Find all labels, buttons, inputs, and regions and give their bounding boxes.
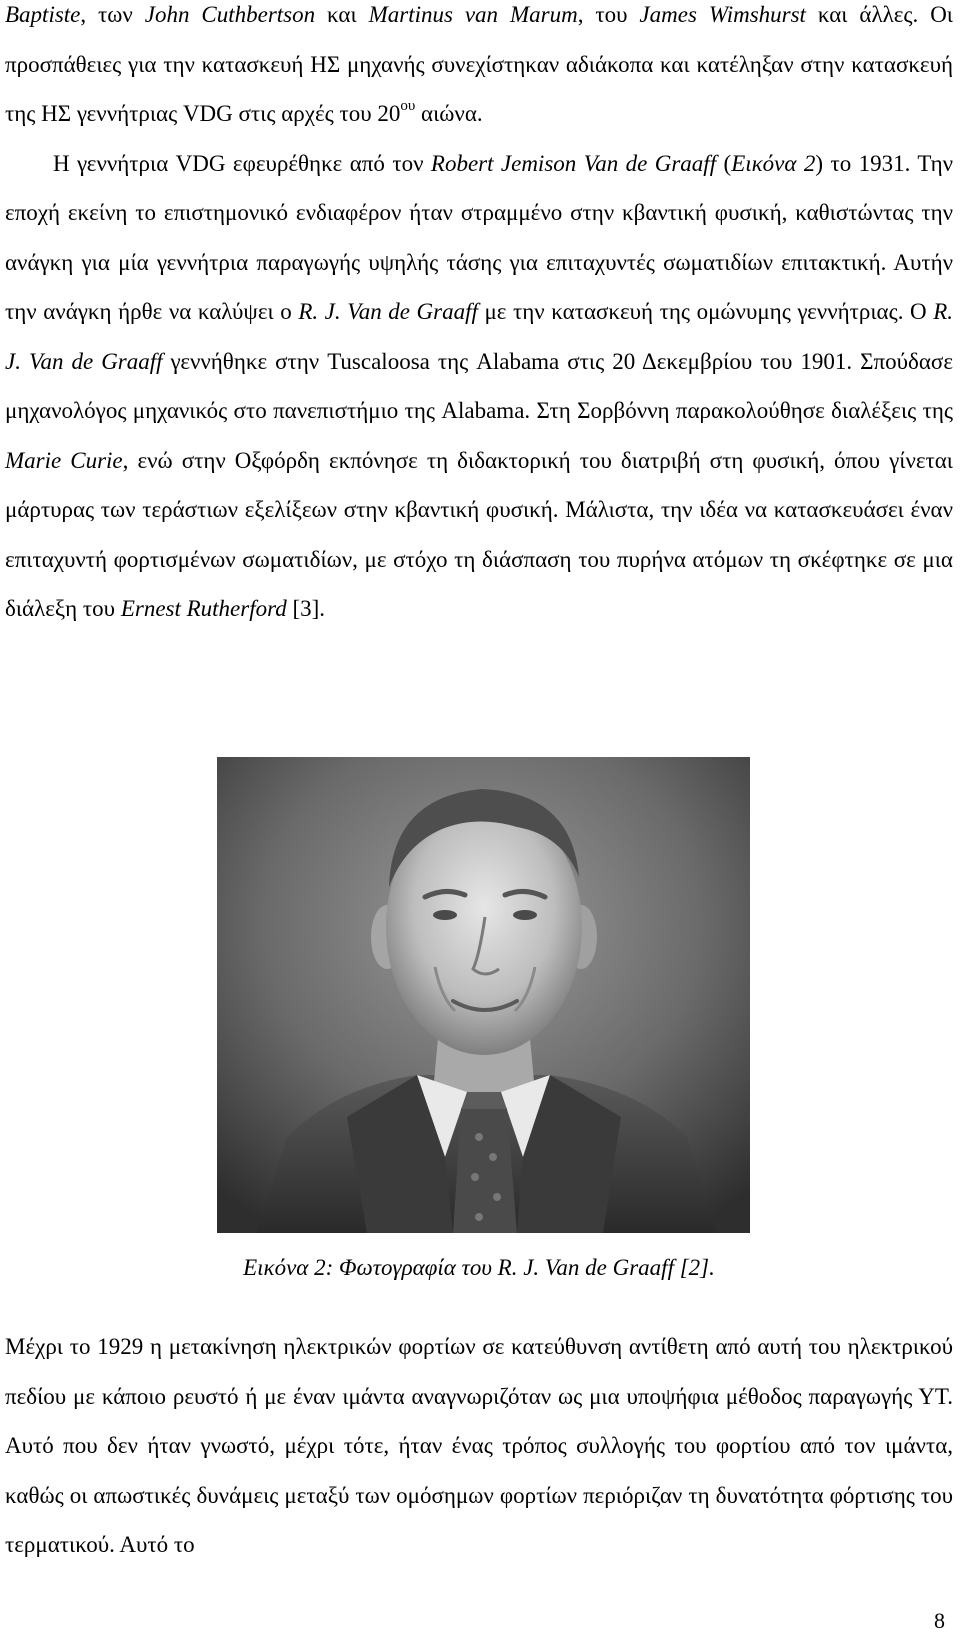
body-text-top (5, 0, 953, 634)
name-robert-jemison-van-de-graaff: Robert Jemison Van de Graaff (430, 150, 717, 176)
paragraph-charge-transport: Μέχρι το 1929 η μετακίνηση ηλεκτρικών φορτίων σε κατεύθυνση αντίθετη από αυτή του ηλεκτρικού πεδίου με κάποιο ρευστό ή με έναν ιμάντα αναγνωριζόταν ως μια υποψήφια μέθοδος παραγωγής ΥΤ. Αυτό που δεν ήταν γνωστό, μέχρι τότε, ήταν ένας τρόπος συλλογής του φορτίου από τον ιμάντα, καθώς οι απωστικές δυνάμεις μεταξύ των ομόσημων φορτίων περιόριζαν τη δυνατότητα φόρτισης του τερματικού. Αυτό το (5, 1334, 953, 1557)
portrait-photo (217, 757, 750, 1233)
name-cuthbertson: John Cuthbertson (144, 2, 316, 27)
page-number: 8 (934, 1608, 945, 1633)
text-run: , ενώ στην Οξφόρδη εκπόνησε τη διδακτορική του διατριβή στη φυσική, όπου γίνεται μάρτυρας των τεράστιων εξελίξεων στην κβαντική φυσική. Μάλιστα, την ιδέα να κατασκευάσει έναν επιταχυντή φορτισμένων σωματιδίων, με στόχο τη διάσπαση του πυρήνα ατόμων τη σκέφτηκε σε μια διάλεξη του (5, 447, 953, 621)
text-run: ( (716, 150, 732, 176)
text-run: , του (577, 2, 640, 27)
text-run: και (315, 2, 369, 27)
name-ernest-rutherford: Ernest Rutherford (120, 596, 287, 621)
name-rj-van-de-graaff: R. J. Van de Graaff (298, 299, 478, 324)
name-rj-van-de-graaff: R. J. Van de Graaff (5, 299, 954, 374)
text-run: , των (80, 2, 145, 27)
document-page (5, 0, 953, 1639)
paragraph-history (5, 0, 953, 139)
text-run: και άλλες. Οι προσπάθειες για την κατασκευή ΗΣ μηχανής συνεχίστηκαν αδιάκοπα και κατέληξαν στην κατασκευή της ΗΣ γεννήτριας VDG στις αρχές του 20 (5, 2, 953, 126)
figure-caption: Εικόνα 2: Φωτογραφία του R. J. Van de Graaff [2]. (243, 1255, 715, 1280)
name-van-marum: Martinus van Marum (368, 2, 578, 27)
ordinal-superscript: ου (400, 98, 416, 115)
text-run: Η γεννήτρια VDG εφευρέθηκε από τον (53, 150, 431, 176)
body-text-bottom (5, 1322, 953, 1570)
name-marie-curie: Marie Curie (5, 447, 123, 473)
text-run: ) το 1931. Την εποχή εκείνη το επιστημονικό ενδιαφέρον ήταν στραμμένο στην κβαντική φυσική, καθιστώντας την ανάγκη για μία γεννήτρια παραγωγής υψηλής τάσης για επιταχυντές σωματιδίων επιτακτική. Αυτήν την ανάγκη ήρθε να καλύψει ο (5, 150, 953, 324)
portrait-illustration (217, 757, 750, 1233)
name-baptiste: Baptiste (5, 2, 81, 27)
text-run: γεννήθηκε στην Tuscaloosa της Alabama στις 20 Δεκεμβρίου του 1901. Σπούδασε μηχανολόγος μηχανικός στο πανεπιστήμιο της Alabama. Στη Σορβόννη παρακολούθησε διαλέξεις της (5, 348, 953, 423)
text-run: με την κατασκευή της ομώνυμης γεννήτριας. Ο (477, 299, 934, 324)
figure-reference: Εικόνα 2 (731, 150, 816, 176)
text-run: [3]. (286, 596, 326, 621)
name-wimshurst: James Wimshurst (639, 2, 806, 27)
paragraph-van-de-graaff (5, 139, 953, 634)
text-run: αιώνα. (415, 101, 483, 126)
